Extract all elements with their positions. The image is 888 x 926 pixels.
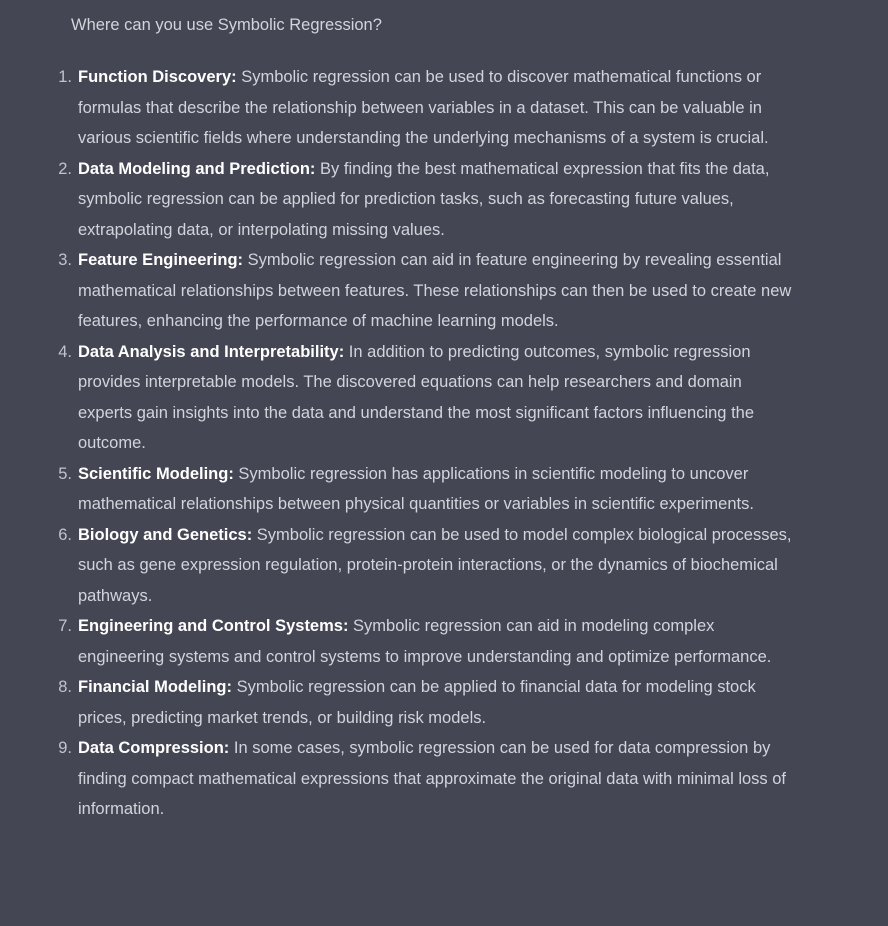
list-item <box>58 520 798 612</box>
list-item-number: 3. <box>58 251 72 269</box>
list-item-number: 6. <box>58 525 72 544</box>
list-item <box>58 245 798 337</box>
list-item-number: 8. <box>58 678 72 696</box>
list-item <box>58 459 798 520</box>
list-item <box>58 337 798 459</box>
list-item <box>58 611 798 672</box>
list-item-title: Engineering and Control Systems: <box>78 617 349 635</box>
list-item <box>58 672 798 733</box>
list-item <box>58 62 798 154</box>
list-item-title: Data Modeling and Prediction: <box>78 159 316 178</box>
list-item-text: Symbolic regression has applications in scientific modeling to uncover mathematical relationships between physical quantities or variables in scientific experiments. <box>78 464 754 513</box>
list-item-title: Feature Engineering: <box>78 251 244 269</box>
list-item-text: Symbolic regression can be applied to financial data for modeling stock prices, predicting market trends, or building risk models. <box>78 678 756 727</box>
list-item-number: 4. <box>58 342 72 361</box>
list-item <box>58 154 798 246</box>
list-item-title: Biology and Genetics: <box>78 525 253 544</box>
list-item-number: 5. <box>58 464 72 483</box>
list-item-text: Symbolic regression can aid in feature engineering by revealing essential mathematical relationships between features. These relationships can then be used to create new features, enhancing the performance of machine learning models. <box>78 251 792 330</box>
list-item-title: Data Compression: <box>78 739 230 757</box>
list-item-number: 7. <box>58 617 72 635</box>
list-item-number: 1. <box>58 68 72 86</box>
list-item-text: By finding the best mathematical expression that fits the data, symbolic regression can be applied for prediction tasks, such as forecasting future values, extrapolating data, or interpolating missing values. <box>78 159 770 239</box>
user-question: Where can you use Symbolic Regression? <box>71 16 382 34</box>
list-item-title: Scientific Modeling: <box>78 464 234 483</box>
list-item-text: Symbolic regression can be used to discover mathematical functions or formulas that describe the relationship between variables in a dataset. This can be valuable in various scientific fields where understanding the underlying mechanisms of a system is crucial. <box>78 68 769 147</box>
list-item-text: In addition to predicting outcomes, symbolic regression provides interpretable models. The discovered equations can help researchers and domain experts gain insights into the data and understand the most significant factors influencing the outcome. <box>78 342 755 452</box>
list-item-title: Financial Modeling: <box>78 678 233 696</box>
list-item <box>58 733 798 825</box>
list-item-text: Symbolic regression can be used to model complex biological processes, such as gene expression regulation, protein-protein interactions, or the dynamics of biochemical pathways. <box>78 525 792 605</box>
answer-list <box>58 62 798 825</box>
list-item-text: In some cases, symbolic regression can be used for data compression by finding compact mathematical expressions that approximate the original data with minimal loss of information. <box>78 739 787 818</box>
list-item-number: 9. <box>58 739 72 757</box>
list-item-text: Symbolic regression can aid in modeling complex engineering systems and control systems to improve understanding and optimize performance. <box>78 617 772 666</box>
list-item-title: Function Discovery: <box>78 68 237 86</box>
list-item-title: Data Analysis and Interpretability: <box>78 342 345 361</box>
list-item-number: 2. <box>58 159 72 178</box>
